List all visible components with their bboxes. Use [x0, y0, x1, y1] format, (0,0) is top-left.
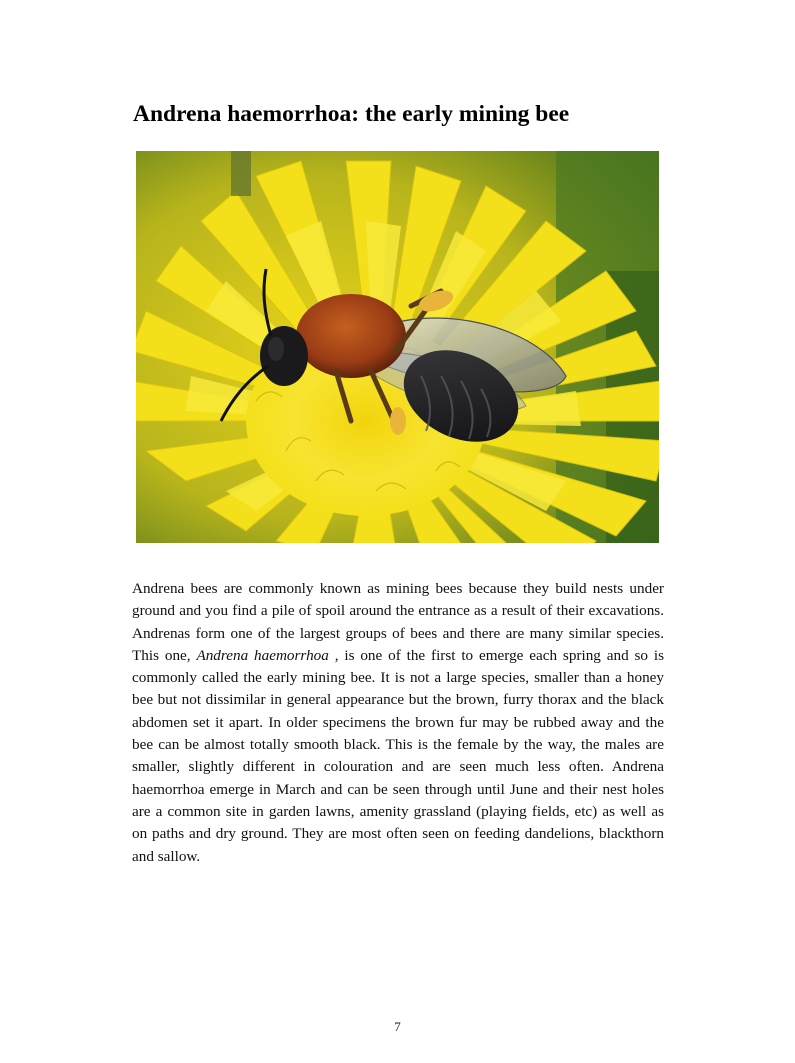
bee-on-dandelion-photo — [136, 151, 659, 543]
species-name: Andrena haemorrhoa — [196, 646, 329, 664]
page-number: 7 — [394, 1019, 401, 1034]
page-title: Andrena haemorrhoa: the early mining bee — [133, 101, 570, 127]
paragraph-text-2: , is one of the first to emerge each spring and so is commonly called the early mining bee. It is not a large species, smaller than a honey bee but not dissimilar in general appearance but the brown, furry thorax and the black abdomen set it apart. In older specimens the brown fur may be rubbed away and the bee can be almost totally smooth black. This is the female by the way, the males are smaller, slightly different in colouration and are seen much less often. Andrena haemorrhoa emerge in March and can be seen through until June and their nest holes are a common site in garden lawns, amenity grassland (playing fields, etc) as well as on paths and dry ground. They are most often seen on feeding dandelions, blackthorn and sallow. — [132, 646, 665, 865]
body-paragraph — [132, 578, 664, 868]
paragraph-text-1: Andrena bees are commonly known as mining bees because they build nests under ground and you find a pile of spoil around the entrance as a result of their excavations. Andrenas form one of the largest groups of bees and there are many similar species. This one, — [132, 580, 664, 664]
